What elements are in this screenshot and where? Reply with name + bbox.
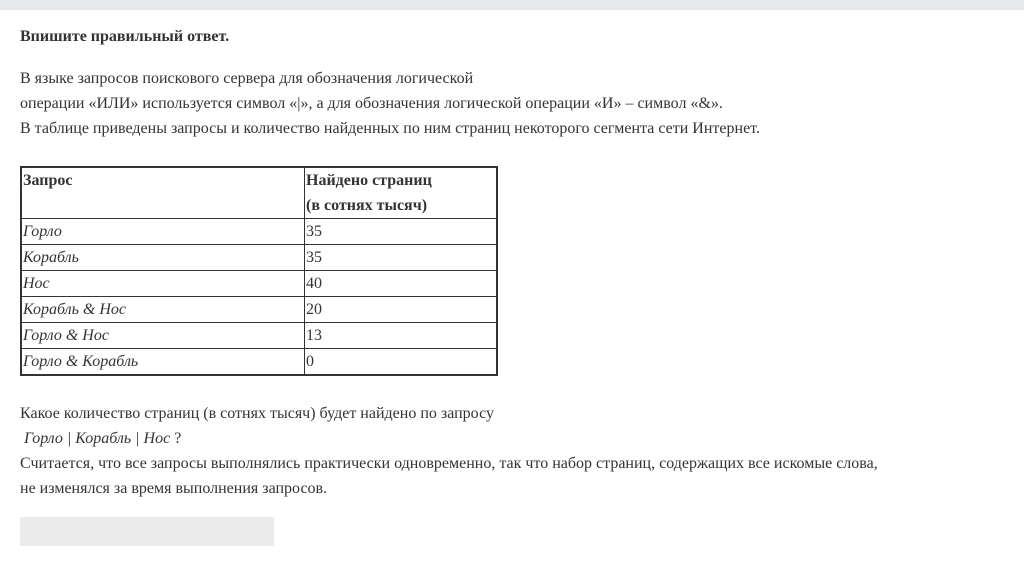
table-row [21, 271, 497, 297]
task-content [20, 26, 1010, 501]
task-question [20, 401, 1010, 501]
found-cell: 40 [305, 271, 498, 297]
table-row [21, 297, 497, 323]
query-cell: Горло & Нос [21, 323, 305, 349]
queries-table [20, 166, 498, 376]
question-expression-line [20, 426, 1010, 451]
query-cell: Нос [21, 271, 305, 297]
question-line-3: Считается, что все запросы выполнялись практически одновременно, так что набор страниц, содержащих все искомые слова, [20, 455, 878, 472]
header-found [305, 167, 498, 219]
table-row [21, 219, 497, 245]
header-query: Запрос [21, 167, 305, 219]
table-row [21, 349, 497, 376]
found-cell: 20 [305, 297, 498, 323]
intro-line-1: В языке запросов поискового сервера для обозначения логической [20, 70, 474, 87]
header-found-line-1: Найдено страниц [306, 172, 432, 189]
query-cell: Корабль & Нос [21, 297, 305, 323]
answer-input[interactable] [20, 517, 274, 546]
found-cell: 0 [305, 349, 498, 376]
question-mark: ? [174, 430, 182, 447]
found-cell: 35 [305, 219, 498, 245]
found-cell: 13 [305, 323, 498, 349]
task-instruction: Впишите правильный ответ. [20, 28, 230, 45]
table-row [21, 245, 497, 271]
task-intro [20, 66, 1010, 141]
question-line-4: не изменялся за время выполнения запросов. [20, 480, 328, 497]
intro-line-2: операции «ИЛИ» используется символ «|», а для обозначения логической операции «И» – символ «&». [20, 95, 723, 112]
header-found-line-2: (в сотнях тысяч) [306, 197, 428, 214]
query-cell: Корабль [21, 245, 305, 271]
question-line-1: Какое количество страниц (в сотнях тысяч) будет найдено по запросу [20, 405, 494, 422]
table-header-row [21, 167, 497, 219]
table-row [21, 323, 497, 349]
top-bar [0, 0, 1024, 10]
intro-line-3: В таблице приведены запросы и количество найденных по ним страниц некоторого сегмента сети Интернет. [20, 120, 760, 137]
query-cell: Горло [21, 219, 305, 245]
found-cell: 35 [305, 245, 498, 271]
query-cell: Горло & Корабль [21, 349, 305, 376]
query-expression: Горло | Корабль | Нос [24, 430, 171, 447]
